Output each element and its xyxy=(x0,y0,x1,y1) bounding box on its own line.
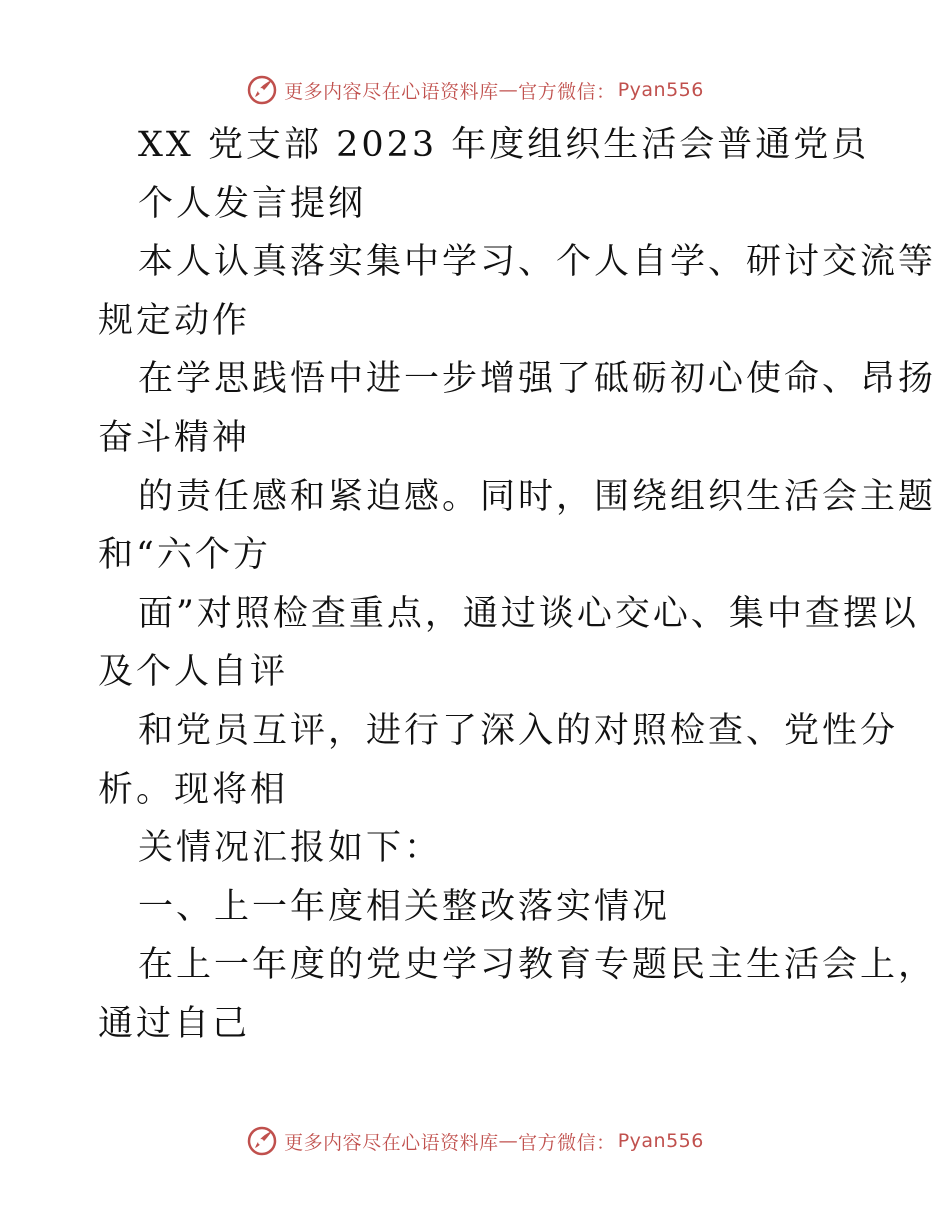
watermark-contact: Pyan556 xyxy=(617,79,704,101)
doc-line: 和党员互评，进行了深入的对照检查、党性分 xyxy=(138,710,899,751)
footer-watermark xyxy=(0,1121,950,1161)
doc-line-section-heading: 一、上一年度相关整改落实情况 xyxy=(138,886,671,927)
quill-seal-icon xyxy=(246,1125,278,1157)
doc-line: 关情况汇报如下： xyxy=(138,828,443,869)
document-body xyxy=(98,116,937,1054)
watermark-text: 更多内容尽在心语资料库 xyxy=(284,1131,499,1154)
doc-line: 奋斗精神 xyxy=(98,417,251,458)
doc-line: 和“六个方 xyxy=(98,535,271,576)
doc-line: 本人认真落实集中学习、个人自学、研讨交流等 xyxy=(138,242,937,283)
doc-line-title: XX 党支部 2023 年度组织生活会普通党员 xyxy=(138,125,870,165)
watermark-label: 官方微信： xyxy=(518,1131,616,1154)
doc-line: 通过自己 xyxy=(98,1003,251,1044)
header-watermark xyxy=(0,70,950,110)
watermark-contact: Pyan556 xyxy=(617,1130,704,1152)
doc-line: 在学思践悟中进一步增强了砥砺初心使命、昂扬 xyxy=(138,359,937,400)
watermark-text: 更多内容尽在心语资料库 xyxy=(284,80,499,103)
doc-line: 及个人自评 xyxy=(98,652,289,693)
doc-line: 的责任感和紧迫感。同时，围绕组织生活会主题 xyxy=(138,476,937,517)
doc-line: 规定动作 xyxy=(98,300,251,341)
watermark-label: 官方微信： xyxy=(518,80,616,103)
watermark-separator: — xyxy=(498,79,519,101)
doc-line: 析。现将相 xyxy=(98,769,289,810)
quill-seal-icon xyxy=(246,74,278,106)
doc-line: 在上一年度的党史学习教育专题民主生活会上， xyxy=(138,945,937,986)
watermark-separator: — xyxy=(498,1130,519,1152)
doc-line-subtitle: 个人发言提纲 xyxy=(138,183,367,224)
doc-line: 面”对照检查重点，通过谈心交心、集中查摆以 xyxy=(138,593,919,634)
